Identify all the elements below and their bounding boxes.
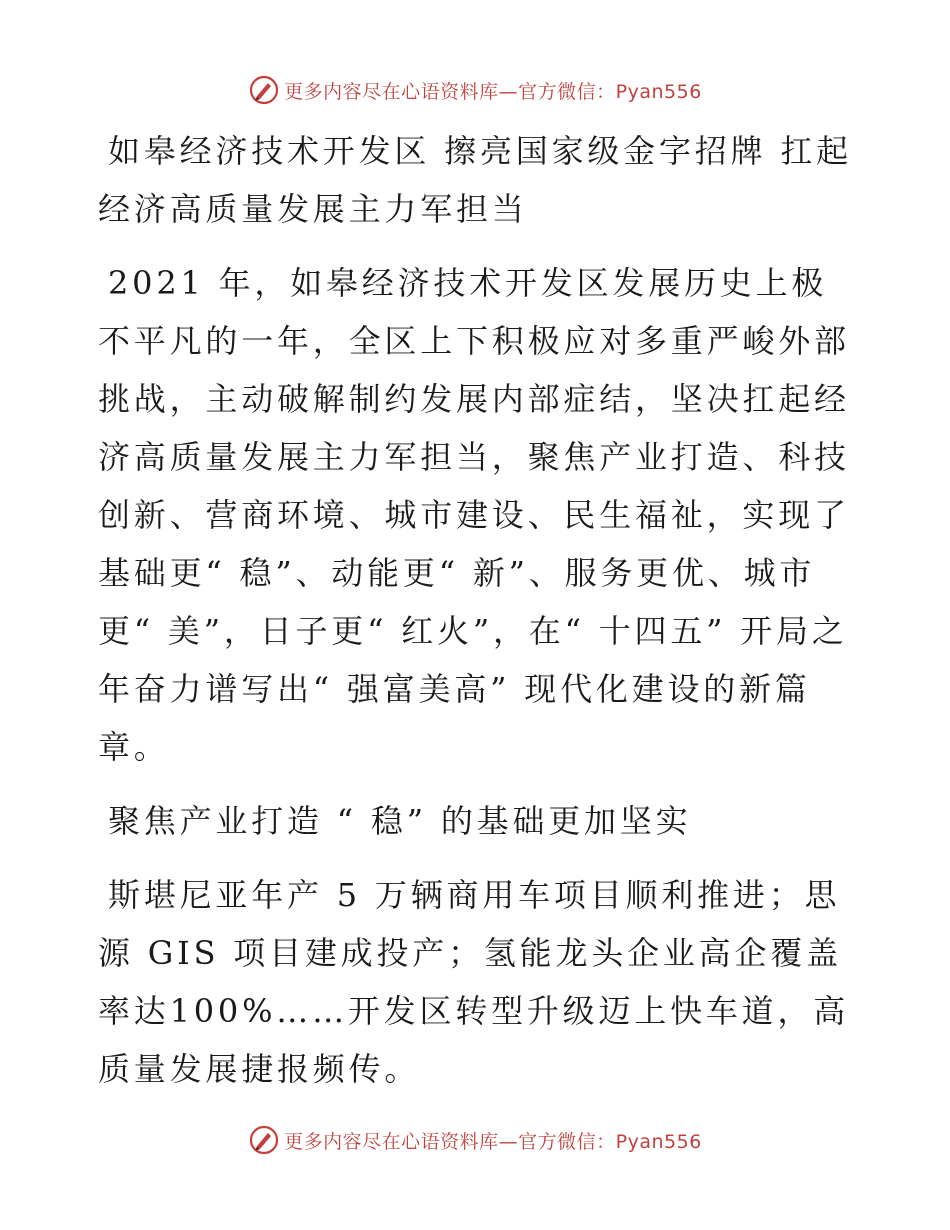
document-title: 如皋经济技术开发区 擦亮国家级金字招牌 扛起经济高质量发展主力军担当 (98, 132, 852, 228)
paragraph-intro: 2021 年，如皋经济技术开发区发展历史上极不平凡的一年，全区上下积极应对多重严峻外部挑战，主动破解制约发展内部症结，坚决扛起经济高质量发展主力军担当，聚焦产业打造、科技创新、营商环境、城市建设、民生福祉，实现了基础更“ 稳”、动能更“ 新”、服务更优、城市更“ 美”，日子更“ 红火”，在“ 十四五” 开局之年奋力谱写出“ 强富美高” 现代化建设的新篇章。 (98, 264, 850, 766)
watermark-header (0, 74, 950, 106)
pen-seal-icon (248, 74, 280, 106)
watermark-footer (0, 1124, 950, 1156)
document-body (98, 122, 853, 1098)
pen-seal-icon (248, 1124, 280, 1156)
section-heading: 聚焦产业打造 “ 稳” 的基础更加坚实 (108, 802, 692, 840)
watermark-text: 更多内容尽在心语资料库—官方微信：Pyan556 (284, 1130, 702, 1153)
watermark-text: 更多内容尽在心语资料库—官方微信：Pyan556 (284, 80, 702, 103)
paragraph-industry: 斯堪尼亚年产 5 万辆商用车项目顺利推进；思源 GIS 项目建成投产；氢能龙头企业高企覆盖率达100%……开发区转型升级迈上快车道，高质量发展捷报频传。 (98, 876, 850, 1088)
